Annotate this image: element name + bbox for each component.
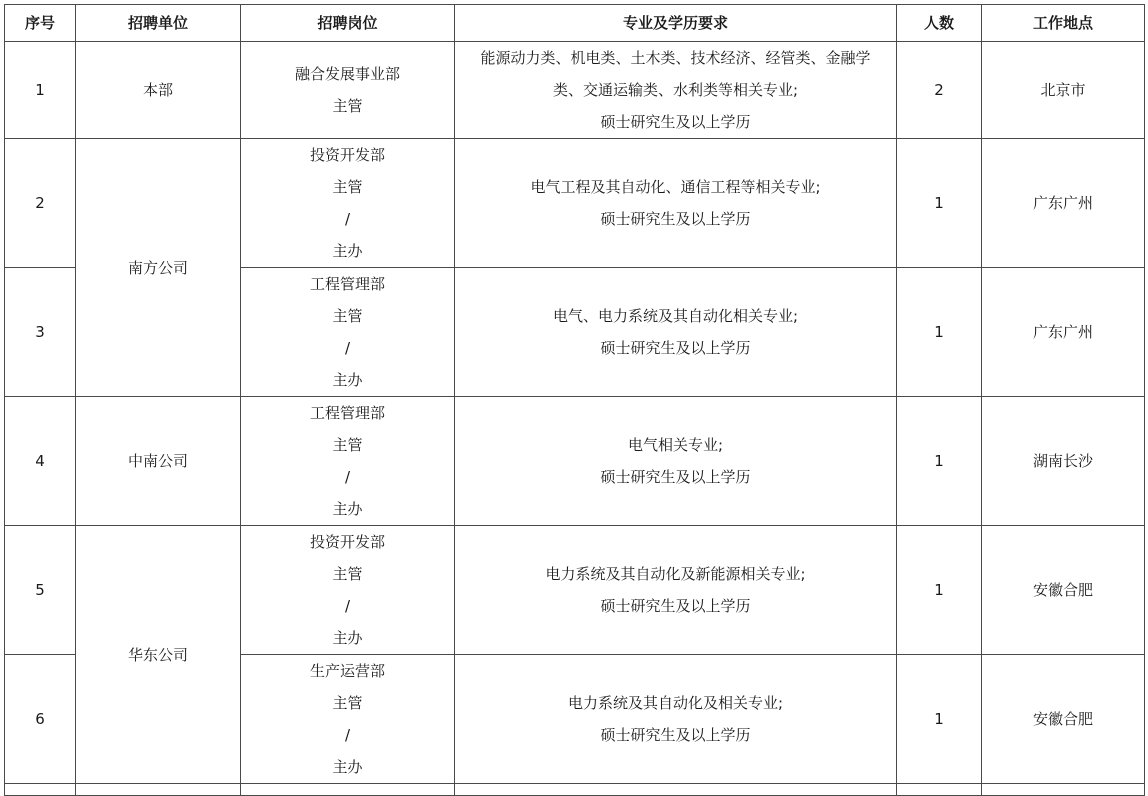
cell-position: [241, 139, 455, 268]
position-line: 主管: [332, 97, 363, 115]
position-line: /: [344, 468, 351, 486]
position-line: 投资开发部: [309, 146, 385, 164]
table-row: [5, 397, 1145, 526]
cell-location: 湖南长沙: [982, 397, 1145, 526]
position-line: 主办: [332, 629, 363, 647]
requirement-line: 电气相关专业;: [627, 436, 724, 454]
requirement-line: 电力系统及其自动化及相关专业;: [567, 694, 784, 712]
cell-no: 4: [5, 397, 76, 526]
cell-location: 安徽合肥: [982, 526, 1145, 655]
cell-position: [241, 397, 455, 526]
position-line: 主管: [332, 178, 363, 196]
position-line: 投资开发部: [309, 533, 385, 551]
cell-count: 1: [897, 526, 982, 655]
cell-location: 广东广州: [982, 268, 1145, 397]
requirement-line: 硕士研究生及以上学历: [600, 210, 751, 228]
cell-position: [241, 268, 455, 397]
position-line: 主管: [332, 307, 363, 325]
cell-requirements: [455, 42, 897, 139]
table-row: [5, 139, 1145, 268]
cell-position: [241, 526, 455, 655]
cell-unit: 华东公司: [76, 526, 241, 784]
cell-count: 1: [897, 655, 982, 784]
cell-count: 2: [897, 42, 982, 139]
position-line: 融合发展事业部: [294, 65, 400, 83]
position-line: /: [344, 339, 351, 357]
position-line: 主办: [332, 371, 363, 389]
cell-unit: 南方公司: [76, 139, 241, 397]
cell-requirements: [455, 397, 897, 526]
recruitment-table: [4, 4, 1145, 796]
position-line: /: [344, 210, 351, 228]
cell-empty: [5, 784, 76, 796]
cell-unit: 本部: [76, 42, 241, 139]
cell-empty: [455, 784, 897, 796]
position-line: /: [344, 597, 351, 615]
position-line: 主管: [332, 694, 363, 712]
cell-requirements: [455, 139, 897, 268]
cell-position: [241, 42, 455, 139]
requirement-line: 硕士研究生及以上学历: [600, 726, 751, 744]
requirement-line: 电气、电力系统及其自动化相关专业;: [552, 307, 799, 325]
cell-empty: [982, 784, 1145, 796]
cell-no: 2: [5, 139, 76, 268]
cell-count: 1: [897, 268, 982, 397]
requirement-line: 电力系统及其自动化及新能源相关专业;: [545, 565, 806, 583]
cell-location: 广东广州: [982, 139, 1145, 268]
cell-unit: 中南公司: [76, 397, 241, 526]
header-no: 序号: [5, 5, 76, 42]
cell-no: 6: [5, 655, 76, 784]
position-line: 工程管理部: [309, 275, 385, 293]
position-line: 主办: [332, 500, 363, 518]
cell-requirements: [455, 268, 897, 397]
requirement-line: 电气工程及其自动化、通信工程等相关专业;: [530, 178, 821, 196]
header-requirements: 专业及学历要求: [455, 5, 897, 42]
cell-requirements: [455, 526, 897, 655]
cell-no: 1: [5, 42, 76, 139]
header-unit: 招聘单位: [76, 5, 241, 42]
requirement-line: 能源动力类、机电类、土木类、技术经济、经管类、金融学: [480, 49, 871, 67]
header-location: 工作地点: [982, 5, 1145, 42]
position-line: 主办: [332, 242, 363, 260]
cell-location: 北京市: [982, 42, 1145, 139]
position-line: 主管: [332, 436, 363, 454]
cell-location: 安徽合肥: [982, 655, 1145, 784]
cell-count: 1: [897, 397, 982, 526]
position-line: 工程管理部: [309, 404, 385, 422]
cell-position: [241, 655, 455, 784]
position-line: /: [344, 726, 351, 744]
requirement-line: 硕士研究生及以上学历: [600, 468, 751, 486]
requirement-line: 硕士研究生及以上学历: [600, 113, 751, 131]
header-count: 人数: [897, 5, 982, 42]
header-row: [5, 5, 1145, 42]
cell-empty: [76, 784, 241, 796]
table-row: [5, 42, 1145, 139]
table-row-partial: [5, 784, 1145, 796]
requirement-line: 类、交通运输类、水利类等相关专业;: [552, 81, 799, 99]
cell-empty: [241, 784, 455, 796]
cell-no: 5: [5, 526, 76, 655]
position-line: 主管: [332, 565, 363, 583]
position-line: 生产运营部: [309, 662, 385, 680]
requirement-line: 硕士研究生及以上学历: [600, 597, 751, 615]
header-position: 招聘岗位: [241, 5, 455, 42]
requirement-line: 硕士研究生及以上学历: [600, 339, 751, 357]
cell-requirements: [455, 655, 897, 784]
table-row: [5, 526, 1145, 655]
cell-empty: [897, 784, 982, 796]
cell-count: 1: [897, 139, 982, 268]
cell-no: 3: [5, 268, 76, 397]
position-line: 主办: [332, 758, 363, 776]
